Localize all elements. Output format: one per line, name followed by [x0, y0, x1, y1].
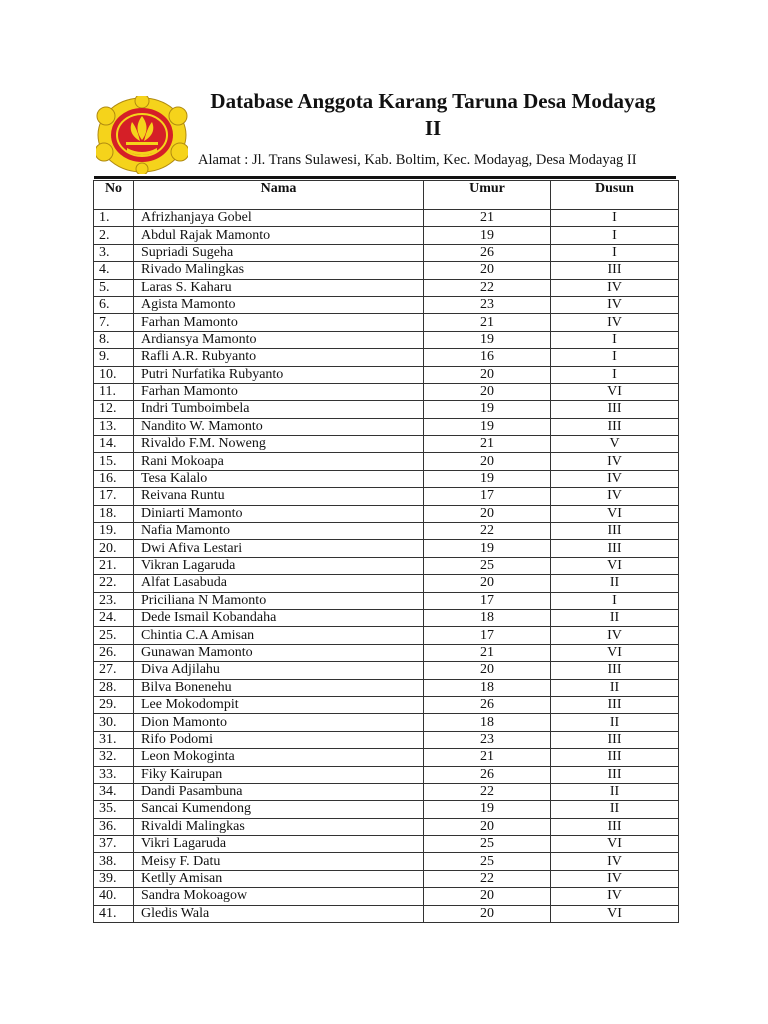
cell-nama: Sandra Mokoagow	[134, 888, 424, 905]
members-table	[93, 180, 679, 923]
cell-umur: 25	[424, 853, 551, 870]
cell-no: 37.	[94, 836, 134, 853]
cell-no: 2.	[94, 227, 134, 244]
cell-dusun: IV	[551, 296, 679, 313]
cell-umur: 19	[424, 401, 551, 418]
table-row	[94, 905, 679, 922]
table-row	[94, 592, 679, 609]
table-row	[94, 609, 679, 626]
cell-dusun: III	[551, 818, 679, 835]
cell-dusun: II	[551, 714, 679, 731]
cell-dusun: II	[551, 801, 679, 818]
karang-taruna-logo	[96, 96, 188, 174]
cell-no: 3.	[94, 244, 134, 261]
cell-umur: 17	[424, 627, 551, 644]
table-row	[94, 453, 679, 470]
cell-umur: 21	[424, 210, 551, 227]
table-row	[94, 557, 679, 574]
cell-dusun: II	[551, 609, 679, 626]
cell-nama: Reivana Runtu	[134, 488, 424, 505]
cell-umur: 20	[424, 366, 551, 383]
cell-no: 32.	[94, 749, 134, 766]
cell-nama: Diniarti Mamonto	[134, 505, 424, 522]
cell-no: 31.	[94, 731, 134, 748]
cell-dusun: VI	[551, 557, 679, 574]
table-row	[94, 731, 679, 748]
cell-no: 25.	[94, 627, 134, 644]
header-divider	[94, 176, 676, 179]
cell-no: 8.	[94, 331, 134, 348]
table-row	[94, 853, 679, 870]
cell-no: 19.	[94, 523, 134, 540]
header-no: No	[94, 181, 134, 210]
cell-dusun: III	[551, 749, 679, 766]
cell-umur: 20	[424, 888, 551, 905]
cell-umur: 20	[424, 905, 551, 922]
cell-umur: 21	[424, 314, 551, 331]
table-row	[94, 401, 679, 418]
cell-dusun: I	[551, 331, 679, 348]
cell-no: 17.	[94, 488, 134, 505]
cell-no: 40.	[94, 888, 134, 905]
table-row	[94, 505, 679, 522]
cell-dusun: VI	[551, 505, 679, 522]
cell-umur: 20	[424, 575, 551, 592]
table-row	[94, 227, 679, 244]
cell-umur: 21	[424, 644, 551, 661]
cell-nama: Priciliana N Mamonto	[134, 592, 424, 609]
table-header-row	[94, 181, 679, 210]
table-row	[94, 766, 679, 783]
cell-nama: Rifo Podomi	[134, 731, 424, 748]
cell-dusun: IV	[551, 627, 679, 644]
cell-no: 41.	[94, 905, 134, 922]
cell-no: 34.	[94, 783, 134, 800]
cell-dusun: I	[551, 349, 679, 366]
cell-dusun: IV	[551, 888, 679, 905]
cell-dusun: I	[551, 210, 679, 227]
cell-nama: Gledis Wala	[134, 905, 424, 922]
cell-umur: 20	[424, 453, 551, 470]
table-row	[94, 366, 679, 383]
cell-dusun: I	[551, 366, 679, 383]
cell-dusun: VI	[551, 905, 679, 922]
cell-dusun: I	[551, 227, 679, 244]
table-row	[94, 262, 679, 279]
cell-umur: 19	[424, 331, 551, 348]
cell-umur: 17	[424, 488, 551, 505]
cell-umur: 23	[424, 731, 551, 748]
cell-dusun: III	[551, 662, 679, 679]
table-row	[94, 314, 679, 331]
cell-nama: Dede Ismail Kobandaha	[134, 609, 424, 626]
table-row	[94, 749, 679, 766]
cell-nama: Indri Tumboimbela	[134, 401, 424, 418]
cell-no: 6.	[94, 296, 134, 313]
cell-no: 13.	[94, 418, 134, 435]
cell-umur: 25	[424, 557, 551, 574]
cell-umur: 22	[424, 783, 551, 800]
table-row	[94, 436, 679, 453]
cell-umur: 26	[424, 696, 551, 713]
table-row	[94, 488, 679, 505]
cell-no: 20.	[94, 540, 134, 557]
page-title: Database Anggota Karang Taruna Desa Modayag II	[210, 89, 656, 140]
table-row	[94, 244, 679, 261]
cell-dusun: IV	[551, 853, 679, 870]
header-nama: Nama	[134, 181, 424, 210]
cell-nama: Rafli A.R. Rubyanto	[134, 349, 424, 366]
cell-dusun: III	[551, 731, 679, 748]
cell-nama: Sancai Kumendong	[134, 801, 424, 818]
cell-no: 22.	[94, 575, 134, 592]
cell-nama: Vikran Lagaruda	[134, 557, 424, 574]
cell-nama: Farhan Mamonto	[134, 383, 424, 400]
table-row	[94, 331, 679, 348]
table-row	[94, 383, 679, 400]
cell-no: 24.	[94, 609, 134, 626]
cell-nama: Agista Mamonto	[134, 296, 424, 313]
cell-nama: Nandito W. Mamonto	[134, 418, 424, 435]
table-row	[94, 801, 679, 818]
cell-umur: 25	[424, 836, 551, 853]
cell-nama: Leon Mokoginta	[134, 749, 424, 766]
table-row	[94, 888, 679, 905]
cell-no: 38.	[94, 853, 134, 870]
cell-umur: 20	[424, 505, 551, 522]
table-row	[94, 870, 679, 887]
cell-no: 29.	[94, 696, 134, 713]
cell-dusun: VI	[551, 836, 679, 853]
cell-umur: 20	[424, 383, 551, 400]
table-row	[94, 210, 679, 227]
cell-nama: Alfat Lasabuda	[134, 575, 424, 592]
cell-dusun: III	[551, 401, 679, 418]
cell-dusun: IV	[551, 314, 679, 331]
table-row	[94, 714, 679, 731]
cell-no: 11.	[94, 383, 134, 400]
cell-no: 36.	[94, 818, 134, 835]
cell-nama: Bilva Bonenehu	[134, 679, 424, 696]
cell-nama: Vikri Lagaruda	[134, 836, 424, 853]
cell-nama: Rani Mokoapa	[134, 453, 424, 470]
cell-dusun: III	[551, 523, 679, 540]
table-row	[94, 662, 679, 679]
cell-no: 5.	[94, 279, 134, 296]
cell-umur: 18	[424, 609, 551, 626]
cell-nama: Nafia Mamonto	[134, 523, 424, 540]
address-line: Alamat : Jl. Trans Sulawesi, Kab. Boltim, Kec. Modayag, Desa Modayag II	[198, 152, 637, 168]
cell-umur: 22	[424, 279, 551, 296]
table-row	[94, 818, 679, 835]
cell-umur: 23	[424, 296, 551, 313]
cell-dusun: IV	[551, 279, 679, 296]
table-row	[94, 470, 679, 487]
cell-nama: Laras S. Kaharu	[134, 279, 424, 296]
cell-dusun: I	[551, 592, 679, 609]
cell-umur: 20	[424, 818, 551, 835]
cell-umur: 18	[424, 714, 551, 731]
cell-no: 18.	[94, 505, 134, 522]
cell-umur: 22	[424, 870, 551, 887]
cell-dusun: VI	[551, 644, 679, 661]
cell-nama: Gunawan Mamonto	[134, 644, 424, 661]
cell-no: 33.	[94, 766, 134, 783]
cell-umur: 19	[424, 470, 551, 487]
cell-umur: 26	[424, 766, 551, 783]
cell-nama: Rivaldi Malingkas	[134, 818, 424, 835]
cell-nama: Tesa Kalalo	[134, 470, 424, 487]
cell-nama: Farhan Mamonto	[134, 314, 424, 331]
table-row	[94, 679, 679, 696]
header-dusun: Dusun	[551, 181, 679, 210]
table-row	[94, 540, 679, 557]
cell-nama: Dandi Pasambuna	[134, 783, 424, 800]
cell-no: 27.	[94, 662, 134, 679]
table-row	[94, 418, 679, 435]
cell-no: 21.	[94, 557, 134, 574]
cell-no: 26.	[94, 644, 134, 661]
cell-dusun: III	[551, 540, 679, 557]
table-row	[94, 575, 679, 592]
table-row	[94, 349, 679, 366]
table-row	[94, 644, 679, 661]
cell-no: 14.	[94, 436, 134, 453]
table-body	[94, 210, 679, 923]
cell-no: 15.	[94, 453, 134, 470]
cell-nama: Rivaldo F.M. Noweng	[134, 436, 424, 453]
cell-nama: Abdul Rajak Mamonto	[134, 227, 424, 244]
cell-umur: 16	[424, 349, 551, 366]
cell-dusun: IV	[551, 488, 679, 505]
cell-no: 10.	[94, 366, 134, 383]
table-row	[94, 836, 679, 853]
cell-nama: Ardiansya Mamonto	[134, 331, 424, 348]
table-row	[94, 627, 679, 644]
cell-nama: Lee Mokodompit	[134, 696, 424, 713]
cell-dusun: IV	[551, 870, 679, 887]
cell-nama: Putri Nurfatika Rubyanto	[134, 366, 424, 383]
cell-dusun: I	[551, 244, 679, 261]
cell-dusun: II	[551, 783, 679, 800]
cell-umur: 26	[424, 244, 551, 261]
cell-dusun: III	[551, 262, 679, 279]
cell-dusun: III	[551, 696, 679, 713]
cell-nama: Ketlly Amisan	[134, 870, 424, 887]
cell-no: 12.	[94, 401, 134, 418]
cell-umur: 18	[424, 679, 551, 696]
cell-nama: Meisy F. Datu	[134, 853, 424, 870]
cell-nama: Dion Mamonto	[134, 714, 424, 731]
cell-nama: Fiky Kairupan	[134, 766, 424, 783]
cell-dusun: II	[551, 679, 679, 696]
cell-dusun: III	[551, 766, 679, 783]
cell-umur: 19	[424, 227, 551, 244]
cell-umur: 19	[424, 418, 551, 435]
cell-nama: Rivado Malingkas	[134, 262, 424, 279]
cell-dusun: V	[551, 436, 679, 453]
cell-no: 28.	[94, 679, 134, 696]
table-row	[94, 783, 679, 800]
cell-umur: 21	[424, 436, 551, 453]
header-umur: Umur	[424, 181, 551, 210]
cell-no: 1.	[94, 210, 134, 227]
cell-dusun: IV	[551, 453, 679, 470]
cell-umur: 19	[424, 801, 551, 818]
cell-umur: 22	[424, 523, 551, 540]
cell-no: 35.	[94, 801, 134, 818]
cell-umur: 21	[424, 749, 551, 766]
table-row	[94, 296, 679, 313]
cell-dusun: III	[551, 418, 679, 435]
table-row	[94, 523, 679, 540]
cell-umur: 20	[424, 662, 551, 679]
cell-umur: 19	[424, 540, 551, 557]
cell-no: 23.	[94, 592, 134, 609]
cell-nama: Supriadi Sugeha	[134, 244, 424, 261]
cell-nama: Chintia C.A Amisan	[134, 627, 424, 644]
cell-no: 16.	[94, 470, 134, 487]
cell-no: 4.	[94, 262, 134, 279]
cell-no: 30.	[94, 714, 134, 731]
cell-no: 7.	[94, 314, 134, 331]
cell-dusun: IV	[551, 470, 679, 487]
cell-umur: 17	[424, 592, 551, 609]
cell-nama: Diva Adjilahu	[134, 662, 424, 679]
cell-nama: Afrizhanjaya Gobel	[134, 210, 424, 227]
cell-dusun: II	[551, 575, 679, 592]
cell-nama: Dwi Afiva Lestari	[134, 540, 424, 557]
cell-dusun: VI	[551, 383, 679, 400]
cell-umur: 20	[424, 262, 551, 279]
cell-no: 39.	[94, 870, 134, 887]
table-row	[94, 696, 679, 713]
cell-no: 9.	[94, 349, 134, 366]
table-row	[94, 279, 679, 296]
